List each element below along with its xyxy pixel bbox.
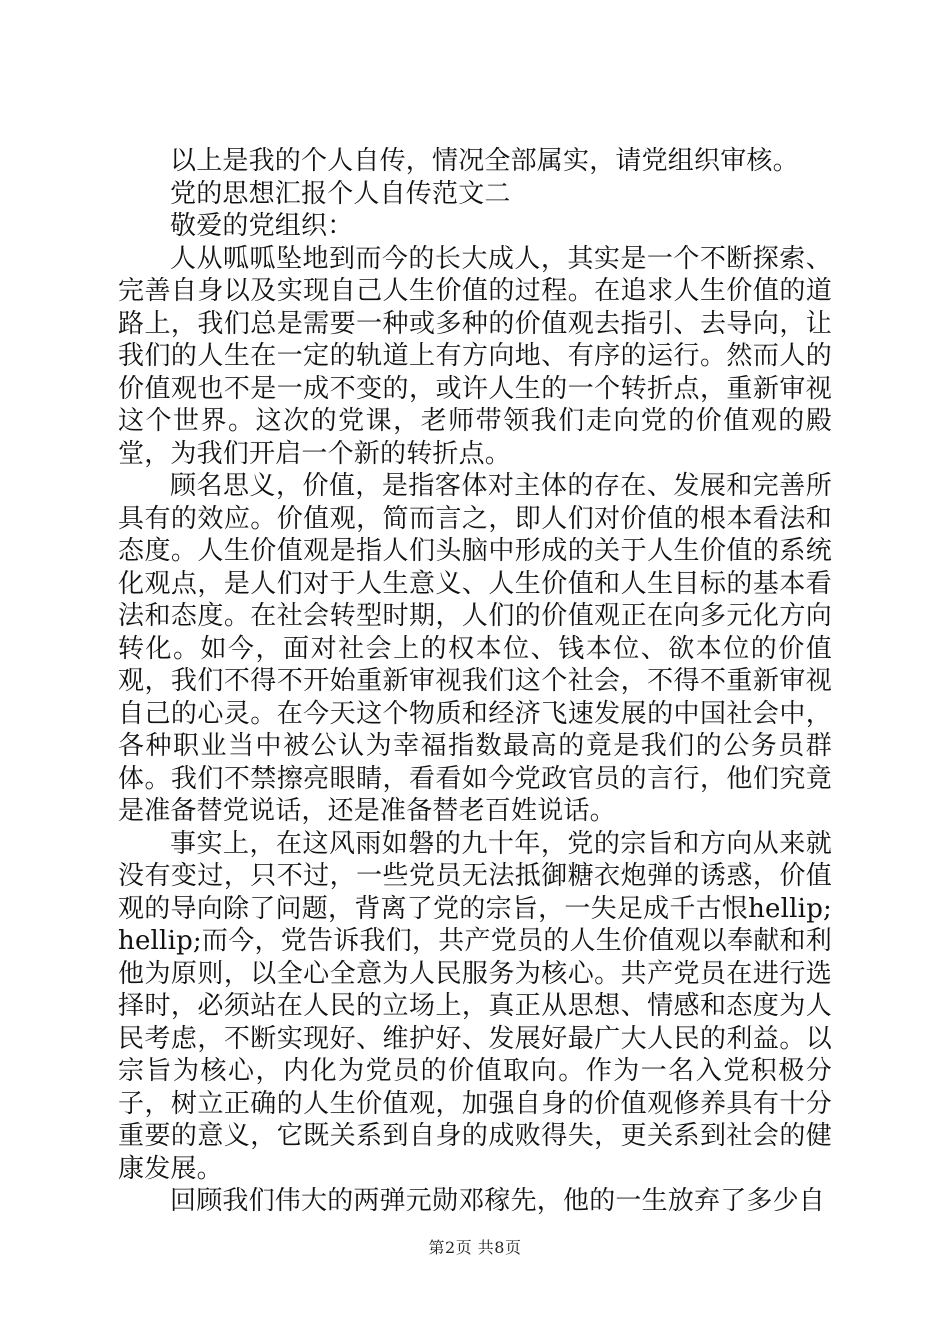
page-number-footer: 第2页 共8页 [428, 1238, 522, 1257]
paragraph-closing-statement: 以上是我的个人自传，情况全部属实，请党组织审核。 [170, 146, 799, 176]
paragraph-body-3: 事实上，在这风雨如磐的九十年，党的宗旨和方向从来就没有变过，只不过，一些党员无法抵御糖衣炮弹的诱惑，价值观的导向除了问题，背离了党的宗旨，一失足成千古恨hellip;hellip;而今，党告诉我们，共产党员的人生价值观以奉献和利他为原则，以全心全意为人民服务为核心。共产党员在进行选择时，必须站在人民的立场上，真正从思想、情感和态度为人民考虑，不断实现好、维护好、发展好最广大人民的利益。以宗旨为核心，内化为党员的价值取向。作为一名入党积极分子，树立正确的人生价值观，加强自身的价值观修养具有十分重要的意义，它既关系到自身的成败得失，更关系到社会的健康发展。 [118, 828, 832, 1184]
paragraph-body-1: 人从呱呱坠地到而今的长大成人，其实是一个不断探索、完善自身以及实现自己人生价值的过程。在追求人生价值的道路上，我们总是需要一种或多种的价值观去指引、去导向，让我们的人生在一定的轨道上有方向地、有序的运行。然而人的价值观也不是一成不变的，或许人生的一个转折点，重新审视这个世界。这次的党课，老师带领我们走向党的价值观的殿堂，为我们开启一个新的转折点。 [118, 243, 832, 469]
document-body [118, 145, 832, 1218]
paragraph-body-4: 回顾我们伟大的两弹元勋邓稼先，他的一生放弃了多少自 [170, 1186, 826, 1216]
paragraph-salutation: 敬爱的党组织： [170, 211, 354, 241]
paragraph-section-title: 党的思想汇报个人自传范文二 [170, 178, 511, 209]
paragraph-body-2: 顾名思义，价值，是指客体对主体的存在、发展和完善所具有的效应。价值观，简而言之，即人们对价值的根本看法和态度。人生价值观是指人们头脑中形成的关于人生价值的系统化观点，是人们对于人生意义、人生价值和人生目标的基本看法和态度。在社会转型时期，人们的价值观正在向多元化方向转化。如今，面对社会上的权本位、钱本位、欲本位的价值观，我们不得不开始重新审视我们这个社会，不得不重新审视自己的心灵。在今天这个物质和经济飞速发展的中国社会中，各种职业当中被公认为幸福指数最高的竟是我们的公务员群体。我们不禁擦亮眼睛，看看如今党政官员的言行，他们究竟是准备替党说话，还是准备替老百姓说话。 [118, 471, 832, 826]
